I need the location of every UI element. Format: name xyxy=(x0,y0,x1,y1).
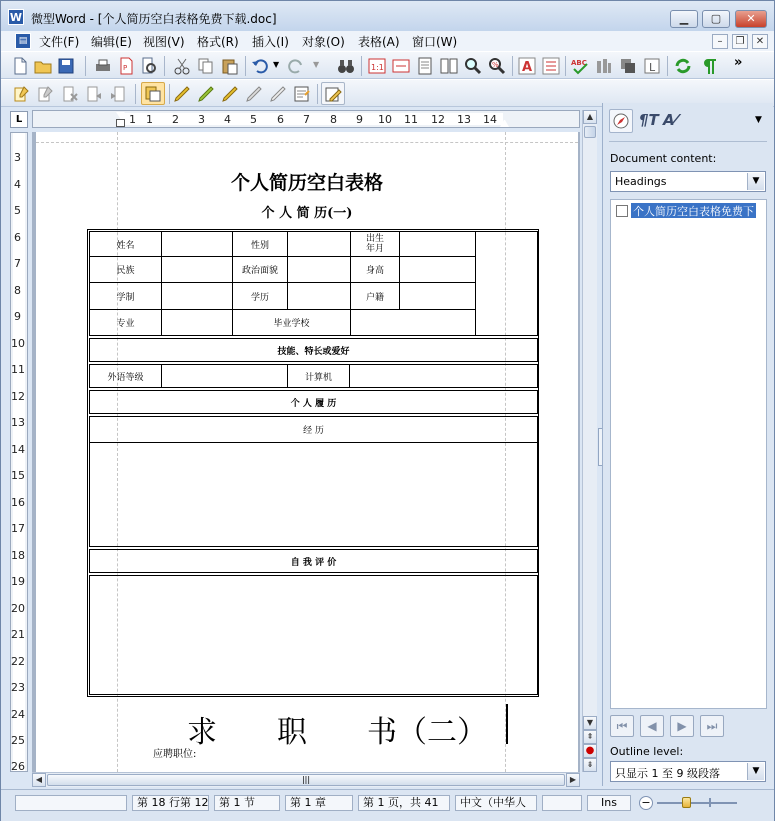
label-name: 姓名 xyxy=(89,231,162,257)
first-heading-button[interactable]: ⏮ xyxy=(610,715,634,737)
ruler-tick: 11 xyxy=(404,113,418,126)
label-major: 专业 xyxy=(89,309,162,336)
svg-text:%: % xyxy=(492,61,499,69)
label-computer: 计算机 xyxy=(287,364,350,388)
compass-icon xyxy=(613,113,629,129)
zoom-in-icon[interactable] xyxy=(464,57,482,75)
scroll-up-button[interactable]: ▲ xyxy=(583,110,597,124)
zoom-percent-icon[interactable] xyxy=(488,57,506,75)
menu-edit[interactable]: 编辑(E) xyxy=(91,35,132,49)
ruler-tick: 13 xyxy=(11,416,25,429)
word-app-icon[interactable]: W xyxy=(9,11,23,24)
tab-stop-selector[interactable]: L xyxy=(10,111,28,128)
svg-text:1:1: 1:1 xyxy=(371,63,384,72)
undo-icon[interactable] xyxy=(251,57,269,75)
field-education[interactable] xyxy=(287,282,351,310)
scroll-thumb[interactable] xyxy=(584,126,596,138)
copy-icon[interactable] xyxy=(197,57,215,75)
svg-text:P: P xyxy=(123,64,128,72)
previous-page-button[interactable]: ⇞ xyxy=(583,730,597,744)
ruler-tick: 8 xyxy=(330,113,337,126)
object-mode-toggle[interactable] xyxy=(141,82,165,105)
close-button[interactable]: ✕ xyxy=(735,10,767,28)
edit-object-icon[interactable] xyxy=(37,85,55,103)
ruler-tick: 1 xyxy=(129,113,136,126)
ruler-tick: 7 xyxy=(303,113,310,126)
track-changes-icon xyxy=(324,85,342,103)
menu-file[interactable]: 文件(F) xyxy=(39,35,80,49)
print-icon[interactable] xyxy=(94,57,112,75)
vertical-ruler[interactable] xyxy=(10,132,28,772)
save-icon[interactable] xyxy=(57,57,75,75)
toolbar-separator xyxy=(667,56,668,76)
navigation-task-pane xyxy=(602,103,773,786)
browse-object-button[interactable]: ● xyxy=(583,744,597,758)
ruler-tick: 6 xyxy=(277,113,284,126)
title-bar xyxy=(1,1,774,31)
delete-object-icon[interactable] xyxy=(61,85,79,103)
label-foreign-language: 外语等级 xyxy=(89,364,162,388)
ruler-tick: 25 xyxy=(11,734,25,747)
ruler-tick: 18 xyxy=(11,549,25,562)
object-mode-icon xyxy=(144,85,162,103)
label-schooling: 学制 xyxy=(89,282,162,310)
vertical-scrollbar[interactable] xyxy=(582,110,597,772)
notes-icon[interactable] xyxy=(293,85,311,103)
chevron-down-icon: ▼ xyxy=(747,763,764,780)
page-width-icon[interactable] xyxy=(392,57,410,75)
toolbar-separator xyxy=(164,56,165,76)
word-count-icon[interactable] xyxy=(595,57,613,75)
ruler-tick: 3 xyxy=(198,113,205,126)
fonts-tab-icon[interactable]: A⁄ xyxy=(663,111,678,129)
outline-tree[interactable] xyxy=(610,199,767,709)
ruler-tick: 5 xyxy=(250,113,257,126)
document-viewport[interactable] xyxy=(32,132,580,772)
ruler-tick: 8 xyxy=(14,284,21,297)
field-household[interactable] xyxy=(399,282,476,310)
headings-select-value: Headings xyxy=(615,175,667,188)
marker-eraser-icon[interactable] xyxy=(269,85,287,103)
menu-table[interactable]: 表格(A) xyxy=(358,35,400,49)
new-object-icon[interactable] xyxy=(13,85,31,103)
outline-level-select[interactable] xyxy=(610,761,766,782)
toolbar-separator xyxy=(317,84,318,104)
ruler-tick: 17 xyxy=(11,522,25,535)
headings-select[interactable] xyxy=(610,171,766,192)
label-household: 户籍 xyxy=(350,282,400,310)
open-folder-icon[interactable] xyxy=(34,57,52,75)
label-gender: 性别 xyxy=(232,231,288,257)
ruler-tick: 26 xyxy=(11,760,25,772)
document-content-label: Document content: xyxy=(610,152,717,165)
field-major[interactable] xyxy=(161,309,233,336)
section-self-evaluation: 自 我 评 价 xyxy=(89,549,538,573)
zoom-slider-track[interactable] xyxy=(657,802,737,804)
document-page[interactable] xyxy=(36,132,578,772)
field-gender[interactable] xyxy=(287,231,351,257)
minimize-button[interactable]: ▁ xyxy=(670,10,698,28)
ruler-tick: 13 xyxy=(457,113,471,126)
ruler-tick: 19 xyxy=(11,575,25,588)
ruler-tick: 12 xyxy=(431,113,445,126)
section-resume-history: 个 人 履 历 xyxy=(89,390,538,414)
maximize-button[interactable]: ▢ xyxy=(702,10,730,28)
paste-icon[interactable] xyxy=(221,57,239,75)
two-pages-icon[interactable] xyxy=(440,57,458,75)
field-graduated-school[interactable] xyxy=(350,309,476,336)
doc-close-button[interactable]: ✕ xyxy=(752,34,768,49)
ruler-tick: 4 xyxy=(224,113,231,126)
hscroll-thumb[interactable]: ||| xyxy=(47,774,565,786)
document-title: 个人简历空白表格 xyxy=(230,172,383,194)
ruler-tick: 12 xyxy=(11,390,25,403)
ruler-tick: 11 xyxy=(11,363,25,376)
toolbar-separator xyxy=(565,56,566,76)
redo-icon[interactable] xyxy=(287,57,305,75)
horizontal-scrollbar[interactable] xyxy=(32,772,580,787)
toolbar-separator xyxy=(361,56,362,76)
font-color-icon[interactable] xyxy=(518,57,536,75)
ruler-tick: 10 xyxy=(378,113,392,126)
navigator-tab[interactable] xyxy=(609,109,633,133)
next-page-button[interactable]: ⇟ xyxy=(583,758,597,772)
cut-icon[interactable] xyxy=(173,57,191,75)
window-title: 微型Word - [个人简历空白表格免费下载.doc] xyxy=(31,12,277,26)
ruler-tick: 9 xyxy=(356,113,363,126)
styles-tab-icon[interactable]: ¶T xyxy=(639,111,659,129)
zoom-slider-tick xyxy=(709,798,711,807)
ruler-tick: 2 xyxy=(172,113,179,126)
field-self-evaluation[interactable] xyxy=(89,575,538,695)
next-object-icon[interactable] xyxy=(109,85,127,103)
menu-view[interactable]: 视图(V) xyxy=(143,35,185,49)
export-pdf-icon[interactable] xyxy=(117,57,135,75)
ruler-tick: 5 xyxy=(14,204,21,217)
previous-heading-button[interactable]: ◀ xyxy=(640,715,664,737)
status-chapter: 第 1 章 xyxy=(285,795,353,811)
label-experience: 经 历 xyxy=(89,416,538,443)
position-label: 应聘职位: xyxy=(153,749,197,760)
field-experience[interactable] xyxy=(89,442,538,547)
outline-level-value: 只显示 1 至 9 级段落 xyxy=(615,767,720,780)
refresh-icon[interactable] xyxy=(674,57,692,75)
scroll-left-button[interactable]: ◀ xyxy=(32,773,46,787)
show-formatting-icon[interactable] xyxy=(701,57,719,75)
status-language: 中文（中华人 xyxy=(455,795,537,811)
ruler-tick: 14 xyxy=(483,113,497,126)
svg-text:L: L xyxy=(649,61,656,74)
object-layers-icon[interactable] xyxy=(619,57,637,75)
ruler-tick: 4 xyxy=(14,178,21,191)
svg-text:ABC: ABC xyxy=(571,59,587,67)
label-political: 政治面貌 xyxy=(232,256,288,283)
spell-check-icon[interactable] xyxy=(571,57,589,75)
svg-text:A: A xyxy=(522,60,533,75)
ruler-tick: 1 xyxy=(146,113,153,126)
menu-window[interactable]: 窗口(W) xyxy=(412,35,458,49)
status-page: 第 1 页，共 41 xyxy=(358,795,450,811)
outline-checkbox[interactable] xyxy=(616,205,628,217)
field-foreign-language[interactable] xyxy=(161,364,288,388)
ruler-tick: 14 xyxy=(11,443,25,456)
ruler-tick: 21 xyxy=(11,628,25,641)
doc-restore-button[interactable]: ❐ xyxy=(732,34,748,49)
photo-box[interactable] xyxy=(475,231,538,336)
zoom-out-button[interactable]: − xyxy=(639,796,653,810)
ruler-tick: 10 xyxy=(11,337,25,350)
ruler-tick: 22 xyxy=(11,655,25,668)
toolbar-separator xyxy=(245,56,246,76)
track-changes-toggle[interactable] xyxy=(321,82,345,105)
find-binoculars-icon[interactable] xyxy=(337,57,355,75)
standard-toolbar xyxy=(1,51,774,79)
status-section: 第 1 节 xyxy=(214,795,280,811)
status-insert-mode[interactable]: Ins xyxy=(587,795,631,811)
status-bar xyxy=(1,789,774,821)
section2-title: 求 职 书（二） xyxy=(187,715,487,750)
outline-item[interactable]: 个人简历空白表格免费下 xyxy=(633,205,754,218)
actual-size-icon[interactable] xyxy=(368,57,386,75)
format-paragraph-icon[interactable] xyxy=(542,57,560,75)
marker-yellow-icon[interactable] xyxy=(221,85,239,103)
scroll-right-button[interactable]: ▶ xyxy=(566,773,580,787)
field-computer[interactable] xyxy=(349,364,538,388)
scroll-down-button[interactable]: ▼ xyxy=(583,716,597,730)
outline-level-label: Outline level: xyxy=(610,745,684,758)
left-indent-marker[interactable] xyxy=(116,119,125,127)
whole-page-icon[interactable] xyxy=(416,57,434,75)
previous-object-icon[interactable] xyxy=(85,85,103,103)
status-line: 第 18 行第 12 xyxy=(132,795,209,811)
menu-object[interactable]: 对象(O) xyxy=(302,35,345,49)
last-heading-button[interactable]: ⏭ xyxy=(700,715,724,737)
frame-icon[interactable] xyxy=(643,57,661,75)
section-skills: 技能、特长或爱好 xyxy=(89,338,538,362)
marker-gray-icon[interactable] xyxy=(245,85,263,103)
first-line-indent-marker[interactable] xyxy=(116,112,125,119)
ruler-tick: 20 xyxy=(11,602,25,615)
field-birth[interactable] xyxy=(399,231,476,257)
status-empty-field xyxy=(15,795,127,811)
ruler-tick: 3 xyxy=(14,151,21,164)
new-document-icon[interactable] xyxy=(11,57,29,75)
status-empty-field xyxy=(542,795,582,811)
pane-menu-dropdown-icon[interactable]: ▼ xyxy=(755,115,762,125)
toolbar-separator xyxy=(169,84,170,104)
label-height: 身高 xyxy=(350,256,400,283)
chevron-down-icon: ▼ xyxy=(747,173,764,190)
field-schooling[interactable] xyxy=(161,282,233,310)
ruler-tick: 15 xyxy=(11,469,25,482)
redo-dropdown-icon[interactable]: ▼ xyxy=(313,60,320,69)
zoom-slider-thumb[interactable] xyxy=(682,797,691,808)
ruler-tick: 24 xyxy=(11,708,25,721)
label-birth: 出生年月 xyxy=(350,231,400,257)
toolbar-separator xyxy=(85,56,86,76)
field-ethnicity[interactable] xyxy=(161,256,233,283)
toolbar-separator xyxy=(135,84,136,104)
document-subtitle: 个 人 简 历(一) xyxy=(261,206,353,221)
toolbar-separator xyxy=(512,56,513,76)
label-graduated-school: 毕业学校 xyxy=(232,309,351,336)
ruler-tick: 23 xyxy=(11,681,25,694)
label-education: 学历 xyxy=(232,282,288,310)
label-ethnicity: 民族 xyxy=(89,256,162,283)
menu-format[interactable]: 格式(R) xyxy=(197,35,239,49)
highlight-pen-icon[interactable] xyxy=(173,85,191,103)
menu-insert[interactable]: 插入(I) xyxy=(252,35,289,49)
undo-dropdown-icon[interactable]: ▼ xyxy=(273,60,280,69)
next-heading-button[interactable]: ▶ xyxy=(670,715,694,737)
document-icon[interactable]: ▤ xyxy=(15,33,31,49)
field-name[interactable] xyxy=(161,231,233,257)
doc-minimize-button[interactable]: – xyxy=(712,34,728,49)
menu-bar xyxy=(1,31,774,51)
ruler-tick: 16 xyxy=(11,496,25,509)
horizontal-ruler[interactable] xyxy=(32,110,580,128)
print-preview-icon[interactable] xyxy=(140,57,158,75)
marker-green-icon[interactable] xyxy=(197,85,215,103)
field-political[interactable] xyxy=(287,256,351,283)
text-cursor xyxy=(506,704,508,744)
field-height[interactable] xyxy=(399,256,476,283)
ruler-tick: 7 xyxy=(14,257,21,270)
toolbar-overflow-icon[interactable]: » xyxy=(734,55,743,70)
ruler-tick: 9 xyxy=(14,310,21,323)
ruler-tick: 6 xyxy=(14,231,21,244)
right-indent-marker[interactable] xyxy=(500,119,509,127)
